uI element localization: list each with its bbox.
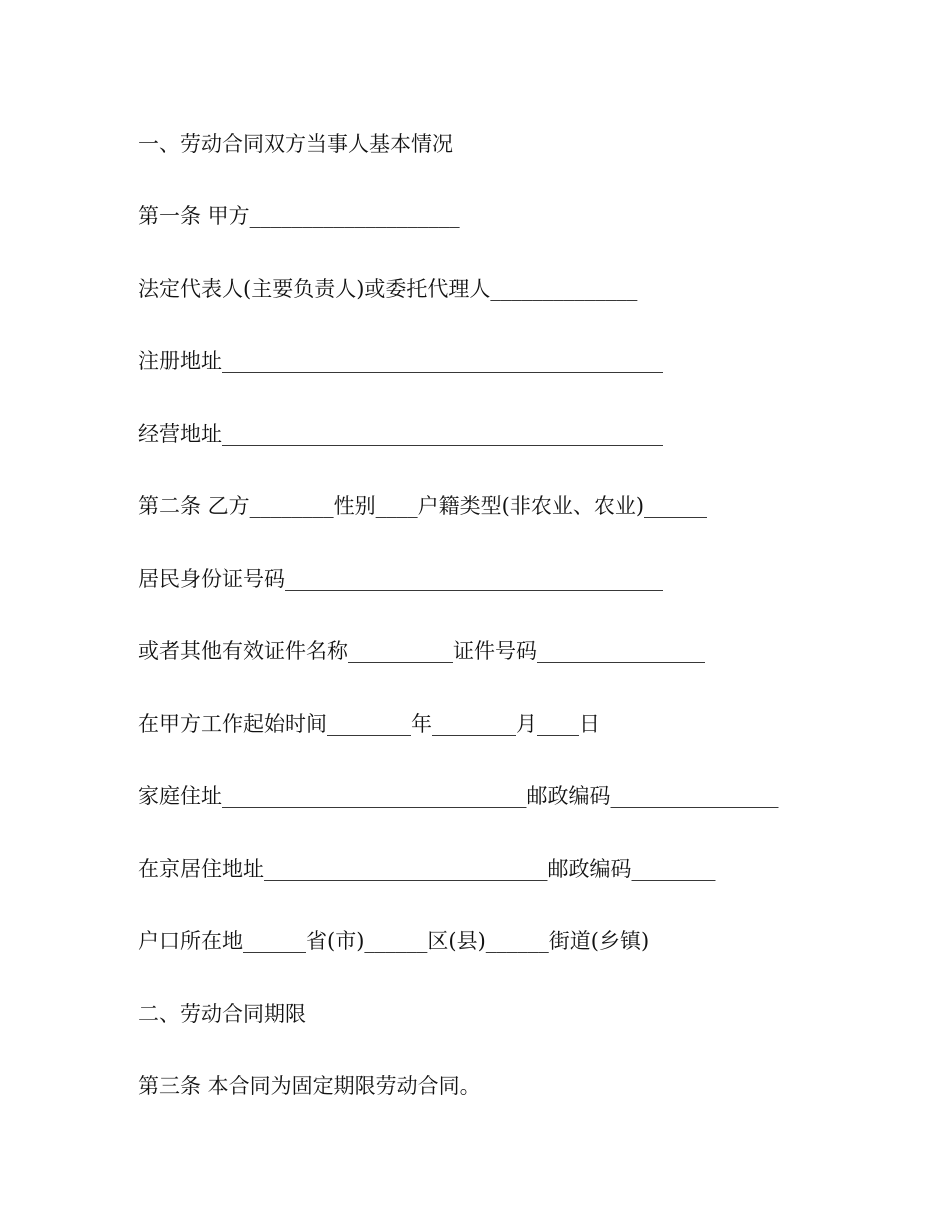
beijing-address-line: 在京居住地址___________________________邮政编码________ [138,857,716,881]
registered-address-line: 注册地址__________________________________________ [138,349,663,373]
legal-representative-line: 法定代表人(主要负责人)或委托代理人______________ [138,277,638,301]
home-address-line: 家庭住址_____________________________邮政编码________________ [138,784,779,808]
business-address-line: 经营地址__________________________________________ [138,422,663,446]
household-registration-line: 户口所在地______省(市)______区(县)______街道(乡镇) [138,929,650,953]
article-2-party-b: 第二条 乙方________性别____户籍类型(非农业、农业)______ [138,494,708,518]
other-id-line: 或者其他有效证件名称__________证件号码________________ [138,639,705,663]
section-heading-term: 二、劳动合同期限 [138,1002,306,1026]
article-3-fixed-term: 第三条 本合同为固定期限劳动合同。 [138,1074,481,1098]
article-1-party-a: 第一条 甲方____________________ [138,204,460,228]
section-heading-parties: 一、劳动合同双方当事人基本情况 [138,132,453,156]
start-date-line: 在甲方工作起始时间________年________月____日 [138,712,600,736]
id-number-line: 居民身份证号码____________________________________ [138,567,663,591]
